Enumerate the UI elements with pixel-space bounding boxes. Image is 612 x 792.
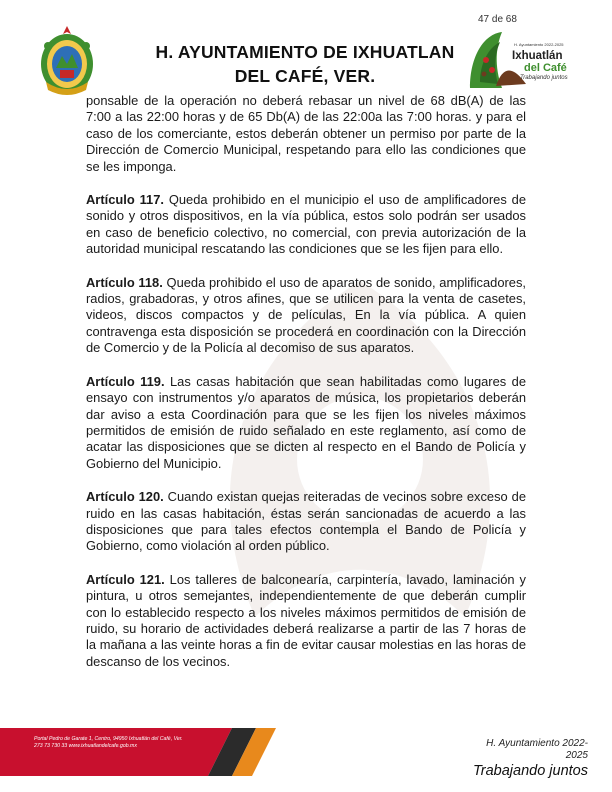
article-label: Artículo 121. (86, 571, 165, 587)
logo-name-line-1: Ixhuatlán (512, 50, 563, 62)
article-label: Artículo 117. (86, 192, 164, 208)
page-title (120, 40, 490, 88)
logo-small-line: H. Ayuntamiento 2022-2025 (514, 42, 564, 47)
logo-tagline: Trabajando juntos (520, 75, 568, 81)
article-text: Queda prohibido en el municipio el uso de amplificadores de sonido y otros dispositivos, en la vía pública, estos solo podrán ser usados en caso de beneficio colectivo, no comercial, con previa autorización de la autoridad municipal rescatando las condiciones que se les fijen para ello. (86, 192, 526, 257)
ixhuatlan-logo (466, 26, 576, 96)
footer-slogan: Trabajando juntos (472, 763, 588, 779)
article-label: Artículo 120. (86, 489, 164, 505)
article-label: Artículo 119. (86, 373, 165, 389)
article-119 (86, 374, 526, 472)
paragraph-text: ponsable de la operación no deberá rebasar un nivel de 68 dB(A) de las 7:00 a las 22:00 horas y de 65 Db(A) de las 22:00a las 7:00 horas. y para el caso de los comerciante, estos deberán obtener un permiso por parte de la Dirección de Comercio Municipal, respetando para ello las condiciones que se les imponga. (86, 93, 526, 174)
footer-admin: H. Ayuntamiento 2022-2025 (486, 738, 588, 761)
article-text: Los talleres de balconearía, carpintería, lavado, laminación y pintura, u otros semejantes, independientemente de que deberán cumplir con lo establecido respecto a los niveles máximos permitidos de emisión de ruido, su horario de actividades deberá realizarse a partir de las 7 horas de la mañana a las veinte horas a fin de evitar causar molestias en las horas de descanso de los vecinos. (86, 571, 526, 669)
article-label: Artículo 118. (86, 274, 163, 290)
article-121 (86, 572, 526, 670)
footer-address: Portal Pedro de Garate 1, Centro, 94950 Ixhuatlán del Café, Ver. (34, 736, 183, 742)
page-number: 47 de 68 (478, 14, 517, 25)
footer-contact (34, 736, 183, 750)
article-117 (86, 192, 526, 258)
footer-slogan-block (470, 738, 588, 780)
footer-phone-web: 273 73 730 33 www.ixhuatlandelcafe.gob.mx (34, 743, 137, 749)
document-body (86, 93, 526, 687)
article-118 (86, 275, 526, 357)
article-text: Queda prohibido el uso de aparatos de sonido, amplificadores, radios, grabadoras, y otros afines, que se utilicen para la venta de casetes, videos, discos compactos y de películas, En la vía pública. A quien contravenga esta disposición se procederá en coordinación con la Dirección de Comercio y de la Policía al decomiso de sus aparatos. (86, 274, 526, 356)
logo-name-line-2: del Café (524, 62, 567, 74)
article-continuation (86, 93, 526, 175)
article-120 (86, 489, 526, 555)
title-line-1: H. AYUNTAMIENTO DE IXHUATLAN (155, 42, 455, 62)
municipal-crest-icon (38, 24, 96, 96)
title-line-2: DEL CAFÉ, VER. (234, 66, 376, 86)
article-text: Las casas habitación que sean habilitadas como lugares de ensayo con instrumentos y/o aparatos de música, los propietarios deberán dar aviso a esta Coordinación para que se les fijen los niveles máximos permitidos de emisión de ruido señalado en este reglamento, así como de acatar las disposiciones que se dicten al respecto en el Bando de Policía y Gobierno del Municipio. (86, 373, 526, 471)
article-text: Cuando existan quejas reiteradas de vecinos sobre exceso de ruido en las casas habitación, éstas serán sancionadas de acuerdo a las disposiciones que para tales efectos contempla el Bando de Policía y Gobierno, como violación al orden público. (86, 489, 526, 554)
